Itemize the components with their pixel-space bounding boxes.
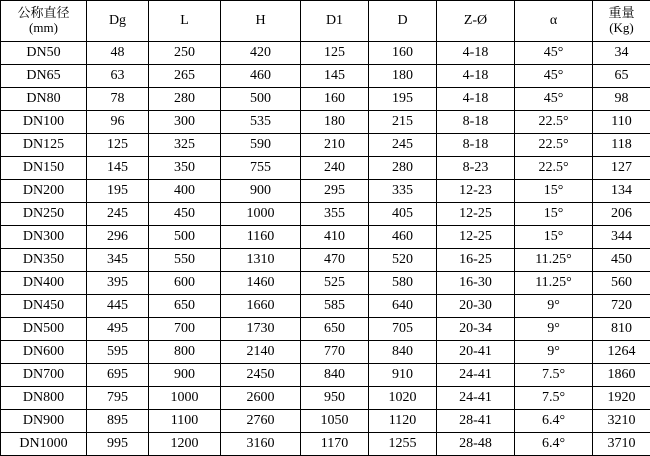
cell-weight: 560 — [593, 272, 650, 295]
cell-d: 640 — [369, 295, 437, 318]
cell-l: 1200 — [149, 433, 221, 456]
cell-d: 520 — [369, 249, 437, 272]
cell-d1: 240 — [301, 157, 369, 180]
cell-dg: 995 — [87, 433, 149, 456]
cell-dg: 63 — [87, 65, 149, 88]
cell-z-diameter: 4-18 — [437, 42, 515, 65]
cell-d1: 180 — [301, 111, 369, 134]
cell-l: 265 — [149, 65, 221, 88]
cell-d1: 295 — [301, 180, 369, 203]
cell-d1: 470 — [301, 249, 369, 272]
cell-d: 705 — [369, 318, 437, 341]
cell-alpha: 7.5° — [515, 387, 593, 410]
cell-alpha: 22.5° — [515, 157, 593, 180]
cell-h: 755 — [221, 157, 301, 180]
cell-d: 1255 — [369, 433, 437, 456]
cell-nominal-diameter: DN80 — [1, 88, 87, 111]
cell-dg: 445 — [87, 295, 149, 318]
cell-h: 1460 — [221, 272, 301, 295]
cell-l: 650 — [149, 295, 221, 318]
table-row — [1, 226, 650, 249]
cell-nominal-diameter: DN500 — [1, 318, 87, 341]
cell-alpha: 45° — [515, 42, 593, 65]
cell-d: 1120 — [369, 410, 437, 433]
cell-alpha: 15° — [515, 226, 593, 249]
cell-d1: 840 — [301, 364, 369, 387]
cell-l: 450 — [149, 203, 221, 226]
cell-alpha: 15° — [515, 180, 593, 203]
cell-h: 3160 — [221, 433, 301, 456]
cell-weight: 450 — [593, 249, 650, 272]
cell-weight: 98 — [593, 88, 650, 111]
cell-dg: 48 — [87, 42, 149, 65]
cell-nominal-diameter: DN125 — [1, 134, 87, 157]
column-header-nominal-diameter — [1, 1, 87, 42]
cell-alpha: 9° — [515, 295, 593, 318]
cell-l: 1000 — [149, 387, 221, 410]
cell-nominal-diameter: DN65 — [1, 65, 87, 88]
column-header-weight — [593, 1, 650, 42]
cell-d: 335 — [369, 180, 437, 203]
cell-weight: 206 — [593, 203, 650, 226]
cell-alpha: 45° — [515, 65, 593, 88]
cell-h: 590 — [221, 134, 301, 157]
cell-weight: 344 — [593, 226, 650, 249]
column-header-weight-unit: (Kg) — [593, 21, 650, 36]
cell-nominal-diameter: DN300 — [1, 226, 87, 249]
cell-nominal-diameter: DN100 — [1, 111, 87, 134]
cell-dg: 245 — [87, 203, 149, 226]
cell-nominal-diameter: DN250 — [1, 203, 87, 226]
cell-d1: 1170 — [301, 433, 369, 456]
cell-h: 1160 — [221, 226, 301, 249]
table-row — [1, 111, 650, 134]
table-row — [1, 157, 650, 180]
table-row — [1, 180, 650, 203]
cell-l: 800 — [149, 341, 221, 364]
cell-nominal-diameter: DN450 — [1, 295, 87, 318]
table-row — [1, 364, 650, 387]
table-row — [1, 433, 650, 456]
cell-alpha: 7.5° — [515, 364, 593, 387]
cell-dg: 145 — [87, 157, 149, 180]
column-header-h: H — [221, 1, 301, 42]
cell-z-diameter: 4-18 — [437, 65, 515, 88]
cell-l: 280 — [149, 88, 221, 111]
cell-weight: 720 — [593, 295, 650, 318]
cell-z-diameter: 12-25 — [437, 226, 515, 249]
cell-nominal-diameter: DN800 — [1, 387, 87, 410]
cell-dg: 345 — [87, 249, 149, 272]
cell-d: 280 — [369, 157, 437, 180]
cell-d1: 145 — [301, 65, 369, 88]
cell-d: 840 — [369, 341, 437, 364]
cell-l: 400 — [149, 180, 221, 203]
cell-h: 535 — [221, 111, 301, 134]
column-header-l: L — [149, 1, 221, 42]
cell-l: 600 — [149, 272, 221, 295]
cell-l: 500 — [149, 226, 221, 249]
column-header-weight-label: 重量 — [593, 6, 650, 21]
cell-dg: 296 — [87, 226, 149, 249]
cell-alpha: 6.4° — [515, 433, 593, 456]
cell-dg: 495 — [87, 318, 149, 341]
table-header — [1, 1, 650, 42]
cell-l: 325 — [149, 134, 221, 157]
cell-nominal-diameter: DN700 — [1, 364, 87, 387]
cell-l: 300 — [149, 111, 221, 134]
cell-h: 1660 — [221, 295, 301, 318]
table-row — [1, 341, 650, 364]
column-header-alpha: α — [515, 1, 593, 42]
cell-d1: 1050 — [301, 410, 369, 433]
cell-h: 1310 — [221, 249, 301, 272]
cell-z-diameter: 28-41 — [437, 410, 515, 433]
cell-l: 700 — [149, 318, 221, 341]
cell-weight: 810 — [593, 318, 650, 341]
cell-alpha: 9° — [515, 341, 593, 364]
cell-d1: 585 — [301, 295, 369, 318]
header-row — [1, 1, 650, 42]
cell-dg: 195 — [87, 180, 149, 203]
cell-d1: 650 — [301, 318, 369, 341]
cell-d1: 950 — [301, 387, 369, 410]
cell-weight: 110 — [593, 111, 650, 134]
cell-alpha: 11.25° — [515, 272, 593, 295]
cell-weight: 3210 — [593, 410, 650, 433]
cell-d: 245 — [369, 134, 437, 157]
table-row — [1, 88, 650, 111]
cell-z-diameter: 20-41 — [437, 341, 515, 364]
cell-nominal-diameter: DN350 — [1, 249, 87, 272]
cell-weight: 3710 — [593, 433, 650, 456]
cell-alpha: 11.25° — [515, 249, 593, 272]
cell-d: 405 — [369, 203, 437, 226]
cell-d1: 160 — [301, 88, 369, 111]
cell-nominal-diameter: DN150 — [1, 157, 87, 180]
table-row — [1, 387, 650, 410]
cell-weight: 1860 — [593, 364, 650, 387]
cell-h: 2140 — [221, 341, 301, 364]
cell-weight: 118 — [593, 134, 650, 157]
cell-z-diameter: 8-18 — [437, 134, 515, 157]
cell-weight: 65 — [593, 65, 650, 88]
cell-z-diameter: 12-23 — [437, 180, 515, 203]
column-header-nominal-diameter-unit: (mm) — [1, 21, 86, 36]
table-row — [1, 65, 650, 88]
column-header-d1: D1 — [301, 1, 369, 42]
cell-d1: 770 — [301, 341, 369, 364]
cell-nominal-diameter: DN50 — [1, 42, 87, 65]
cell-z-diameter: 24-41 — [437, 364, 515, 387]
cell-dg: 125 — [87, 134, 149, 157]
table-row — [1, 318, 650, 341]
cell-alpha: 9° — [515, 318, 593, 341]
cell-l: 250 — [149, 42, 221, 65]
cell-d1: 210 — [301, 134, 369, 157]
cell-z-diameter: 8-18 — [437, 111, 515, 134]
table-row — [1, 42, 650, 65]
cell-alpha: 45° — [515, 88, 593, 111]
cell-d1: 125 — [301, 42, 369, 65]
table-row — [1, 295, 650, 318]
column-header-dg: Dg — [87, 1, 149, 42]
cell-l: 550 — [149, 249, 221, 272]
cell-weight: 1920 — [593, 387, 650, 410]
cell-d: 1020 — [369, 387, 437, 410]
column-header-z-diameter: Z-Ø — [437, 1, 515, 42]
cell-h: 2760 — [221, 410, 301, 433]
cell-dg: 96 — [87, 111, 149, 134]
cell-nominal-diameter: DN200 — [1, 180, 87, 203]
cell-dg: 595 — [87, 341, 149, 364]
cell-z-diameter: 28-48 — [437, 433, 515, 456]
cell-weight: 134 — [593, 180, 650, 203]
cell-dg: 78 — [87, 88, 149, 111]
cell-weight: 1264 — [593, 341, 650, 364]
table-row — [1, 410, 650, 433]
cell-d: 195 — [369, 88, 437, 111]
cell-h: 900 — [221, 180, 301, 203]
cell-l: 350 — [149, 157, 221, 180]
cell-z-diameter: 24-41 — [437, 387, 515, 410]
table-row — [1, 203, 650, 226]
cell-z-diameter: 12-25 — [437, 203, 515, 226]
cell-l: 1100 — [149, 410, 221, 433]
cell-d1: 355 — [301, 203, 369, 226]
table-body — [1, 42, 650, 456]
cell-h: 2450 — [221, 364, 301, 387]
cell-d: 215 — [369, 111, 437, 134]
cell-alpha: 6.4° — [515, 410, 593, 433]
table-row — [1, 272, 650, 295]
cell-nominal-diameter: DN600 — [1, 341, 87, 364]
cell-weight: 34 — [593, 42, 650, 65]
cell-dg: 895 — [87, 410, 149, 433]
table-row — [1, 249, 650, 272]
column-header-d: D — [369, 1, 437, 42]
cell-z-diameter: 20-30 — [437, 295, 515, 318]
cell-z-diameter: 16-25 — [437, 249, 515, 272]
cell-weight: 127 — [593, 157, 650, 180]
cell-z-diameter: 4-18 — [437, 88, 515, 111]
cell-h: 2600 — [221, 387, 301, 410]
column-header-nominal-diameter-label: 公称直径 — [1, 6, 86, 21]
cell-d: 910 — [369, 364, 437, 387]
cell-h: 1000 — [221, 203, 301, 226]
table-row — [1, 134, 650, 157]
cell-d: 580 — [369, 272, 437, 295]
cell-dg: 395 — [87, 272, 149, 295]
cell-d: 180 — [369, 65, 437, 88]
cell-h: 1730 — [221, 318, 301, 341]
cell-z-diameter: 8-23 — [437, 157, 515, 180]
cell-nominal-diameter: DN1000 — [1, 433, 87, 456]
cell-z-diameter: 20-34 — [437, 318, 515, 341]
cell-alpha: 22.5° — [515, 134, 593, 157]
cell-l: 900 — [149, 364, 221, 387]
cell-nominal-diameter: DN400 — [1, 272, 87, 295]
cell-d1: 410 — [301, 226, 369, 249]
cell-nominal-diameter: DN900 — [1, 410, 87, 433]
cell-alpha: 15° — [515, 203, 593, 226]
cell-dg: 695 — [87, 364, 149, 387]
cell-z-diameter: 16-30 — [437, 272, 515, 295]
cell-d1: 525 — [301, 272, 369, 295]
cell-d: 460 — [369, 226, 437, 249]
cell-alpha: 22.5° — [515, 111, 593, 134]
cell-h: 500 — [221, 88, 301, 111]
cell-h: 460 — [221, 65, 301, 88]
cell-dg: 795 — [87, 387, 149, 410]
cell-d: 160 — [369, 42, 437, 65]
cell-h: 420 — [221, 42, 301, 65]
